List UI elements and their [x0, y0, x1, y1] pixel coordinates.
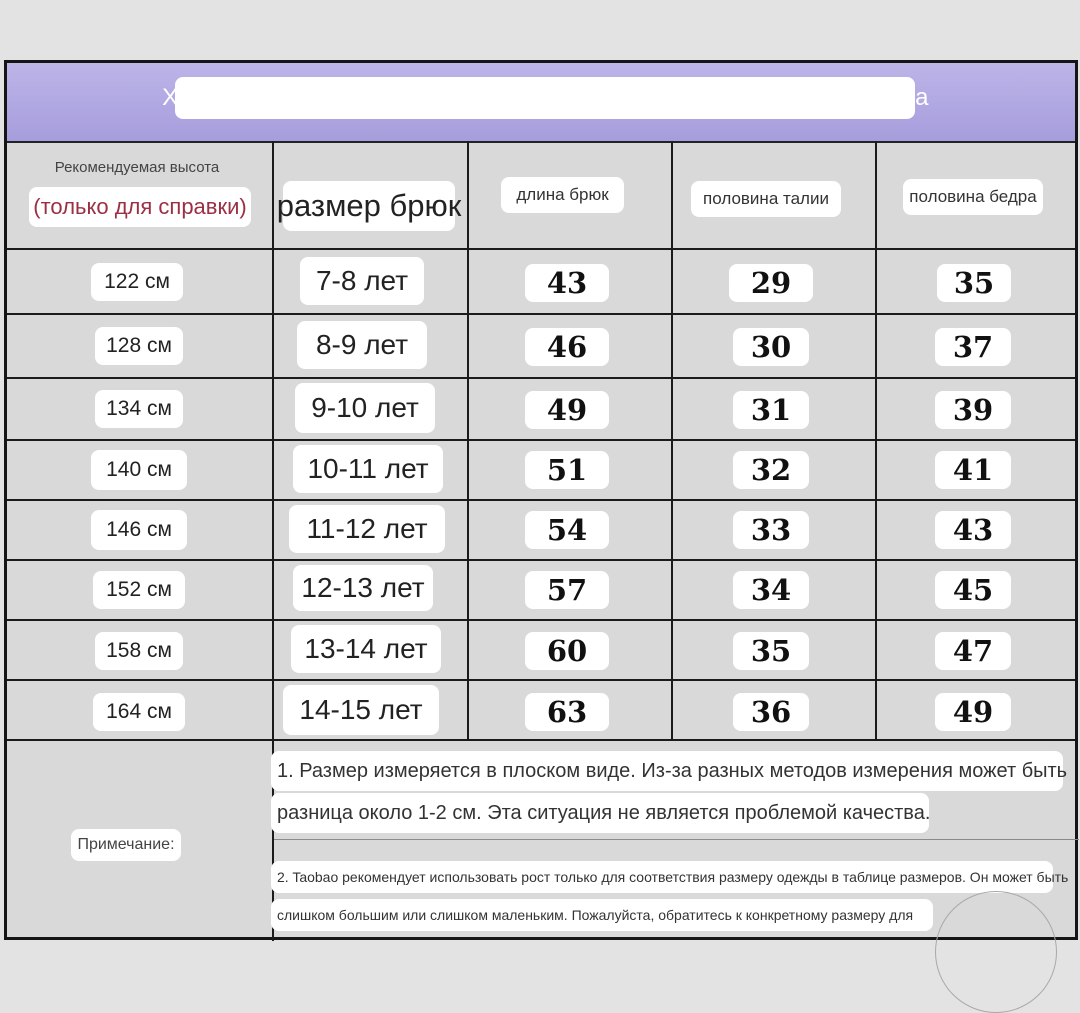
- chart-title: [162, 77, 928, 119]
- hip-cell: 39: [935, 391, 1011, 429]
- length-cell: 60: [525, 632, 609, 670]
- hip-cell: 35: [937, 264, 1011, 302]
- size-cell: 14-15 лет: [283, 685, 439, 735]
- note-1-line-1: 1. Размер измеряется в плоском виде. Из-за разных методов измерения может быть: [271, 751, 1063, 791]
- height-cell: 134 см: [95, 390, 183, 428]
- waist-cell: 30: [733, 328, 809, 366]
- size-cell: 10-11 лет: [293, 445, 443, 493]
- header-reference-only: (только для справки): [29, 187, 251, 227]
- hip-cell: 49: [935, 693, 1011, 731]
- size-cell: 8-9 лет: [297, 321, 427, 369]
- hip-cell: 43: [935, 511, 1011, 549]
- waist-cell: 35: [733, 632, 809, 670]
- height-cell: 164 см: [93, 693, 185, 731]
- size-cell: 9-10 лет: [295, 383, 435, 433]
- header-half-waist: половина талии: [691, 181, 841, 217]
- note-2-line-1: 2. Taobao рекомендует использовать рост только для соответствия размеру одежды в таблице размеров. Он может быть: [271, 861, 1053, 893]
- hip-cell: 37: [935, 328, 1011, 366]
- waist-cell: 34: [733, 571, 809, 609]
- height-cell: 128 см: [95, 327, 183, 365]
- length-cell: 43: [525, 264, 609, 302]
- hip-cell: 41: [935, 451, 1011, 489]
- hip-cell: 47: [935, 632, 1011, 670]
- size-cell: 13-14 лет: [291, 625, 441, 673]
- header-pant-size: размер брюк: [283, 181, 455, 231]
- size-cell: 7-8 лет: [300, 257, 424, 305]
- height-cell: 122 см: [91, 263, 183, 301]
- hip-cell: 45: [935, 571, 1011, 609]
- note-2-line-2: слишком большим или слишком маленьким. Пожалуйста, обратитесь к конкретному размеру для: [271, 899, 933, 931]
- height-cell: 146 см: [91, 510, 187, 550]
- length-cell: 57: [525, 571, 609, 609]
- header-pant-length: длина брюк: [501, 177, 624, 213]
- length-cell: 54: [525, 511, 609, 549]
- length-cell: 46: [525, 328, 609, 366]
- size-table: [7, 141, 1075, 941]
- note-label: Примечание:: [71, 829, 181, 861]
- title-banner: [7, 63, 1075, 143]
- waist-cell: 36: [733, 693, 809, 731]
- waist-cell: 31: [733, 391, 809, 429]
- size-cell: 12-13 лет: [293, 565, 433, 611]
- waist-cell: 33: [733, 511, 809, 549]
- height-cell: 140 см: [91, 450, 187, 490]
- size-chart: [4, 60, 1078, 940]
- waist-cell: 32: [733, 451, 809, 489]
- decorative-circle: [935, 891, 1057, 1013]
- waist-cell: 29: [729, 264, 813, 302]
- title-text: Детский магазин одежды Введение в размер/Описание размера: [244, 84, 928, 111]
- size-cell: 11-12 лет: [289, 505, 445, 553]
- height-cell: 152 см: [93, 571, 185, 609]
- brand-name: Xuanjia: [162, 84, 238, 111]
- header-recommended-height: Рекомендуемая высота: [54, 158, 220, 176]
- length-cell: 63: [525, 693, 609, 731]
- length-cell: 49: [525, 391, 609, 429]
- note-1-line-2: разница около 1-2 см. Эта ситуация не является проблемой качества.: [271, 793, 929, 833]
- length-cell: 51: [525, 451, 609, 489]
- height-cell: 158 см: [95, 632, 183, 670]
- header-half-hip: половина бедра: [903, 179, 1043, 215]
